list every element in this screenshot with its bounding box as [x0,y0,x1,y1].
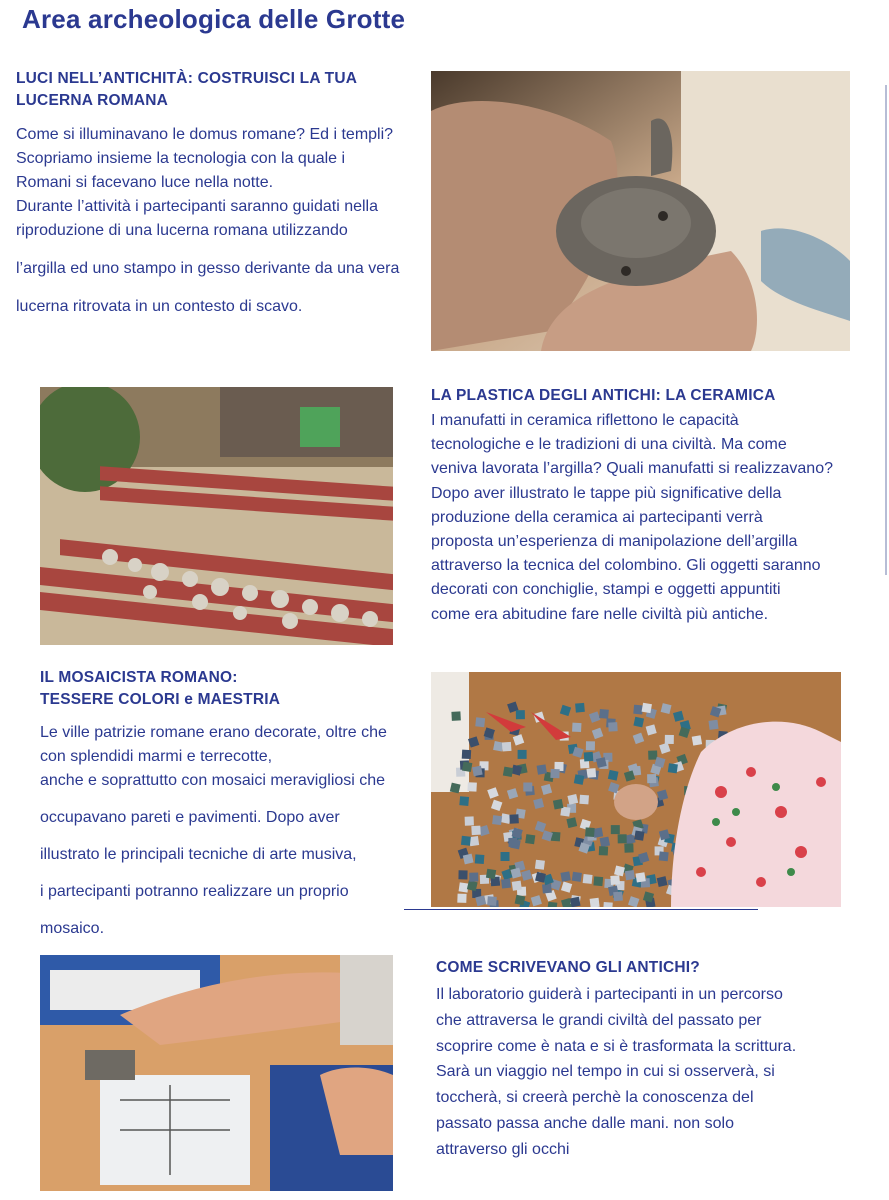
body-line: tecnologiche e le tradizioni di una civiltà. Ma come [431,436,787,454]
section-body-scrittura [436,982,796,1163]
body-line: occupavano pareti e pavimenti. Dopo aver [40,809,340,826]
mosaic-tile [465,816,474,825]
mosaic-tile [599,846,608,855]
section-heading-mosaico [40,667,280,711]
body-line: attraverso la tecnica del colombino. Gli oggetti saranno [431,557,821,575]
mosaic-tile [471,826,480,835]
mosaic-tile [603,902,613,907]
mosaic-tile [525,834,535,844]
mosaic-tile [487,896,497,906]
body-line: Come si illuminavano le domus romane? Ed i templi? [16,126,394,143]
mosaic-tile [692,735,702,745]
body-line: che attraversa le grandi civiltà del passato per [436,1011,762,1029]
mosaic-tile [642,703,652,713]
photo-writing-table [40,955,393,1191]
mosaic-tile [599,709,609,719]
mosaic-tile [516,710,525,719]
mosaic-tile [634,831,644,841]
mosaic-tile [502,742,512,752]
mosaic-tile [648,750,657,759]
mosaic-tile [579,795,589,805]
body-line: come era abitudine fare nelle civiltà più antiche. [431,605,769,623]
body-line: riproduzione di una lucerna romana utilizzando [16,222,348,239]
mosaic-tile [560,871,570,881]
heading-line: LA PLASTICA DEGLI ANTICHI: LA CERAMICA [431,387,776,404]
mosaic-tile [461,836,471,846]
mosaic-tile [608,770,619,781]
body-line: i partecipanti potranno realizzare un proprio [40,883,349,900]
pottery-bench-image [40,387,393,645]
body-line: mosaico. [40,920,105,937]
body-line: Scopriamo insieme la tecnologia con la quale i [16,150,346,167]
mosaic-tile [668,763,678,773]
body-line: attraverso gli occhi [436,1140,570,1158]
mosaic-tile [585,827,595,837]
writing-table-image [40,955,393,1191]
mosaic-tile [518,750,527,759]
mosaic-tile [633,705,643,715]
photo-clay-lamp [431,71,850,351]
section-heading-scrittura [436,957,700,979]
body-line: con splendidi marmi e terrecotte, [40,748,273,765]
mosaic-tile [486,869,496,879]
section-body-lucerna [16,123,399,319]
mosaic-tile [451,711,460,720]
mosaic-tile [467,782,476,791]
mosaic-tile [574,774,585,785]
mosaic-tile [590,898,600,907]
mosaic-tile [575,703,585,713]
body-line: Durante l’attività i partecipanti saranno guidati nella [16,198,378,215]
mosaic-tile [472,766,483,777]
mosaic-tile [624,843,633,852]
body-line: Il laboratorio guiderà i partecipanti in un percorso [436,986,783,1003]
section-heading-ceramica [431,385,776,407]
mosaic-tile [501,852,510,861]
mosaic-tile [509,814,518,823]
mosaic-tile [462,762,472,772]
body-line: passato passa anche dalle mani. non solo [436,1114,734,1132]
separator-line [404,909,758,910]
mosaic-tile [458,870,467,879]
page-title: Area archeologica delle Grotte [22,4,406,34]
section-body-ceramica [431,409,833,627]
mosaic-tile [475,717,485,727]
mosaic-tile [613,892,623,902]
body-line: proposta un’esperienza di manipolazione dell’argilla [431,533,798,551]
mosaic-tile [553,799,564,810]
mosaic-tile [636,872,646,882]
mosaic-tile [608,722,617,731]
mosaic-tile [469,873,478,882]
body-line: Dopo aver illustrato le tappe più significative della [431,484,782,502]
mosaic-tile [625,870,635,880]
body-line: Sarà un viaggio nel tempo in cui si osserverà, si [436,1063,775,1081]
mosaic-tile [611,825,620,834]
body-line: toccherà, si creerà perchè la conoscenza del [436,1089,754,1107]
heading-line: LUCERNA ROMANA [16,92,169,109]
mosaic-tile [665,735,674,744]
mosaic-tile [600,837,611,848]
body-line: I manufatti in ceramica riflettono le capacità [431,412,739,429]
mosaic-tile [492,815,502,825]
mosaic-tile [709,720,719,730]
mosaic-tile [570,897,581,907]
photo-pottery-bench [40,387,393,645]
photo-mosaic-tiles [431,672,841,907]
body-line: illustrato le principali tecniche di arte musiva, [40,846,357,863]
body-line: Le ville patrizie romane erano decorate, oltre che [40,724,387,741]
heading-line: IL MOSAICISTA ROMANO: [40,669,238,686]
mosaic-tile [503,767,513,777]
page-edge-rule [885,85,887,575]
mosaic-tile [610,875,620,885]
body-line: anche e soprattutto con mosaici meravigliosi che [40,772,386,789]
body-line: lucerna ritrovata in un contesto di scavo. [16,298,303,315]
mosaic-tile [475,854,485,864]
mosaic-tile [587,768,597,778]
heading-line: COME SCRIVEVANO GLI ANTICHI? [436,959,700,976]
mosaic-tile [508,838,517,847]
mosaic-tile [593,876,603,886]
mosaic-tile [583,874,593,884]
mosaic-tile [535,860,545,870]
body-line: Romani si facevano luce nella notte. [16,174,274,191]
mosaic-tile [501,879,511,889]
section-heading-lucerna [16,68,357,112]
clay-lamp-image [431,71,850,351]
mosaic-tile [647,774,656,783]
mosaic-tile [537,764,547,774]
mosaic-tile [550,769,559,778]
mosaic-tile [512,881,522,891]
mosaic-tile [618,834,627,843]
mosaic-tiles-image [431,672,841,907]
mosaic-tile [515,895,526,906]
heading-line: TESSERE COLORI e MAESTRIA [40,691,281,708]
body-line: produzione della ceramica ai partecipanti verrà [431,508,763,526]
body-line: veniva lavorata l’argilla? Quali manufatti si realizzavano? [431,460,833,478]
mosaic-tile [633,717,644,728]
mosaic-tile [462,750,471,759]
mosaic-tile [586,741,595,750]
section-body-mosaico [40,721,387,941]
mosaic-tile [459,796,469,806]
mosaic-tile [584,752,594,762]
body-line: l’argilla ed uno stampo in gesso derivante da una vera [16,260,400,277]
body-line: scoprire come è nata e si è trasformata la scrittura. [436,1037,797,1055]
mosaic-tile [572,872,582,882]
mosaic-tile [542,884,552,894]
mosaic-tile [572,723,581,732]
mosaic-tile [459,882,469,892]
heading-line: LUCI NELL’ANTICHITÀ: COSTRUISCI LA TUA [16,70,358,87]
mosaic-tile [523,783,532,792]
mosaic-tile [457,894,466,903]
mosaic-tile [659,851,669,861]
body-line: decorati con conchiglie, stampi e oggetti appuntiti [431,581,781,599]
